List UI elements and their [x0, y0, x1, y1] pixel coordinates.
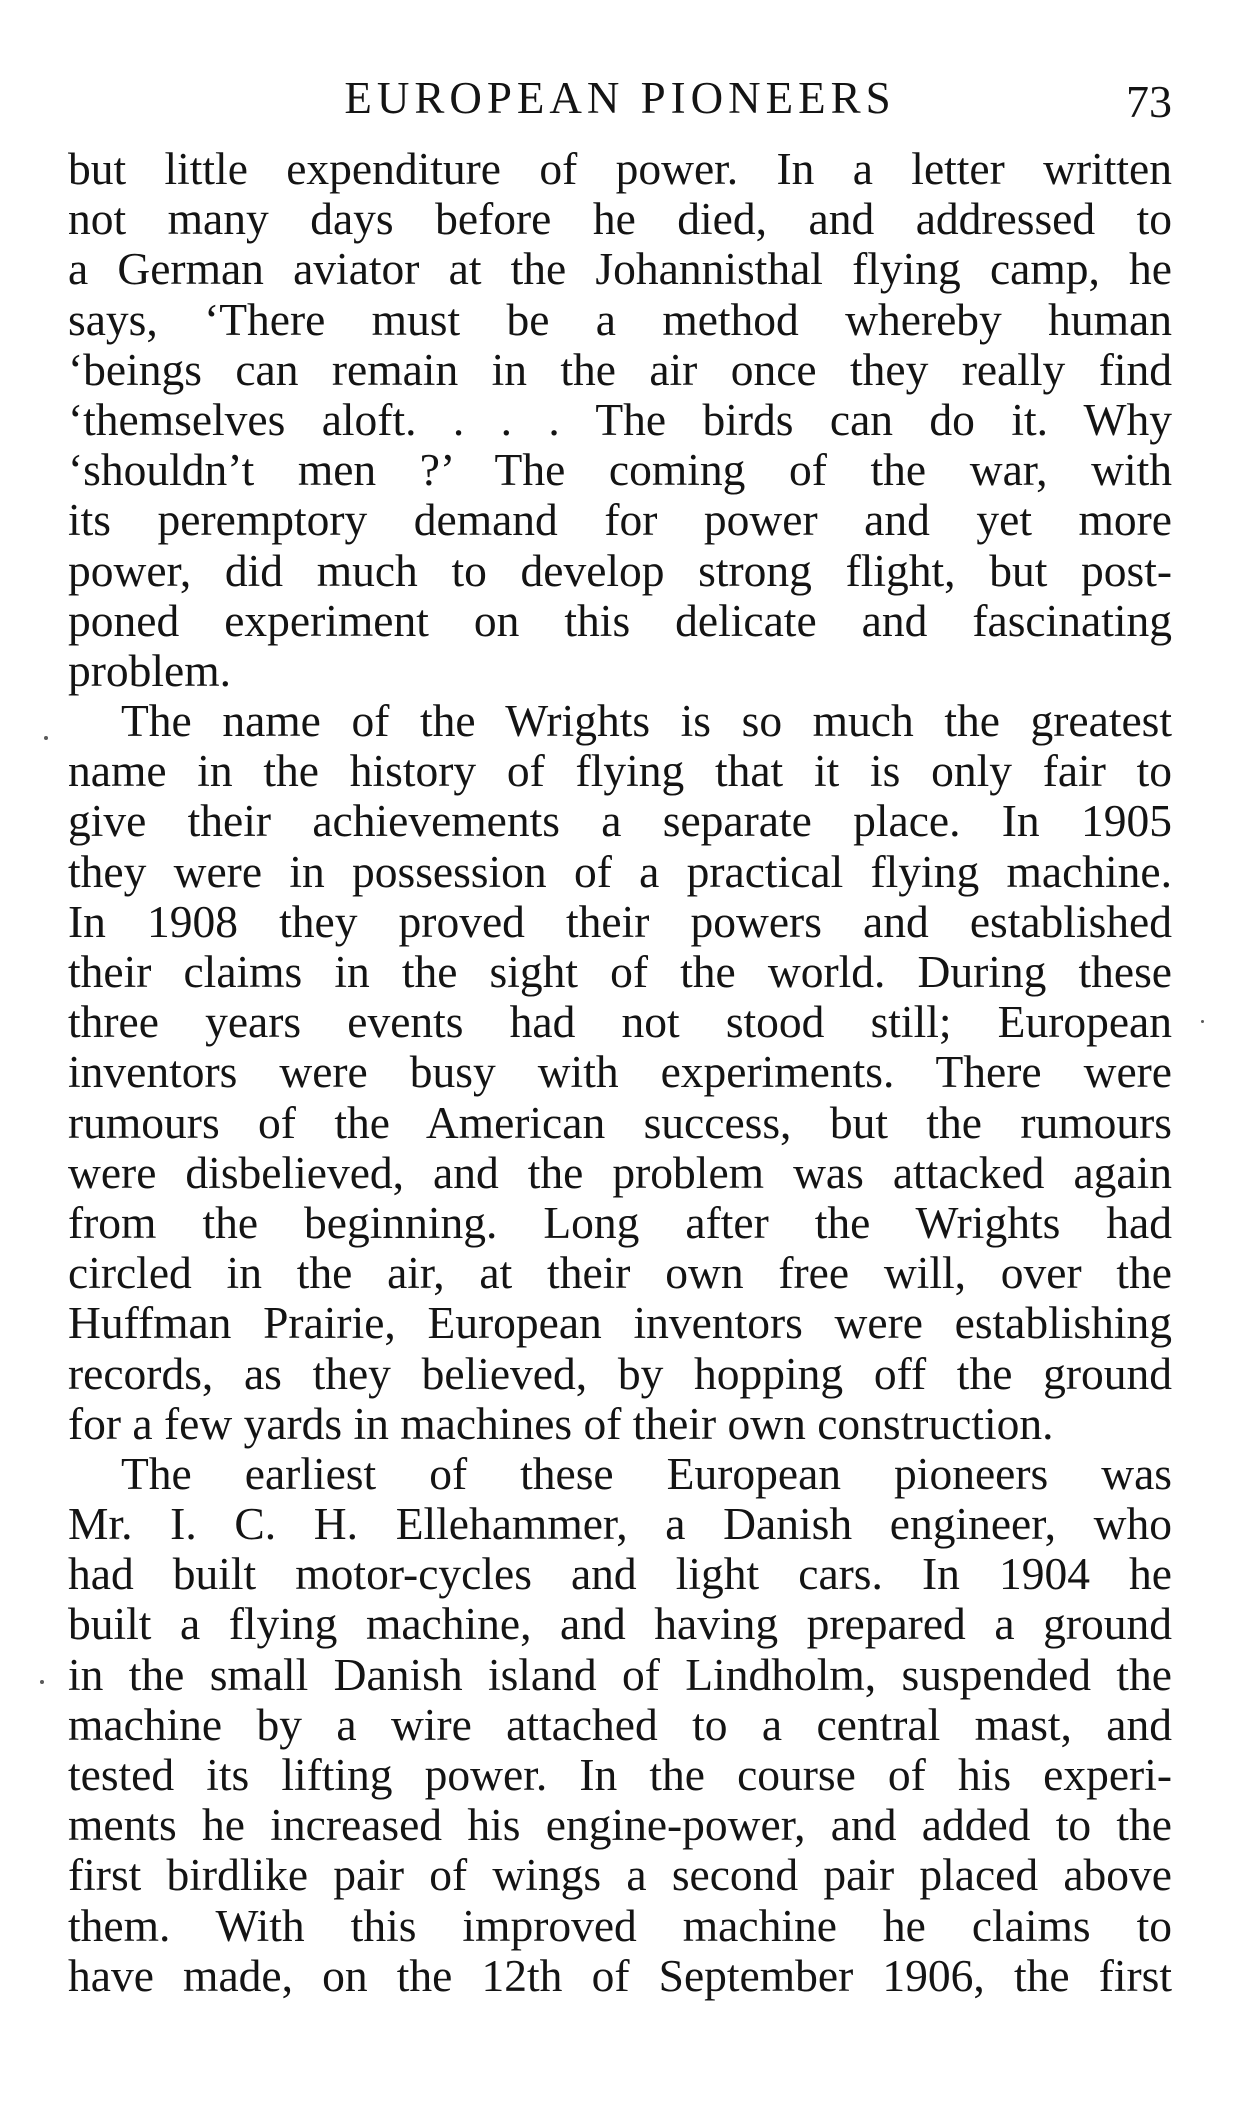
paper-speck — [44, 736, 48, 740]
text-line: power, did much to develop strong flight, but post- — [68, 544, 1172, 596]
text-line: says, ‘There must be a method whereby human — [68, 293, 1172, 345]
text-line: not many days before he died, and addressed to — [68, 193, 1172, 245]
text-line: their claims in the sight of the world. During these — [68, 946, 1172, 997]
text-line: its peremptory demand for power and yet more — [68, 494, 1172, 546]
text-line: from the beginning. Long after the Wrights had — [68, 1196, 1172, 1248]
text-line: In 1908 they proved their powers and established — [68, 895, 1172, 947]
text-line: built a flying machine, and having prepared a ground — [68, 1598, 1172, 1650]
paragraph-start-line: The earliest of these European pioneers was — [121, 1447, 1172, 1499]
text-line: Mr. I. C. H. Ellehammer, a Danish engineer, who — [68, 1498, 1172, 1550]
text-line: circled in the air, at their own free will, over the — [68, 1247, 1172, 1299]
text-line: ‘beings can remain in the air once they really find — [68, 343, 1172, 395]
paper-speck — [1201, 1020, 1204, 1023]
text-line: were disbelieved, and the problem was attacked again — [68, 1146, 1172, 1198]
text-line: rumours of the American success, but the rumours — [68, 1096, 1172, 1148]
text-line: had built motor-cycles and light cars. In 1904 he — [68, 1548, 1172, 1600]
text-line: first birdlike pair of wings a second pair placed above — [68, 1849, 1172, 1901]
text-line: ‘themselves aloft. . . . The birds can do it. Why — [68, 393, 1172, 445]
text-line: ments he increased his engine-power, and added to the — [68, 1799, 1172, 1851]
text-line: but little expenditure of power. In a letter written — [68, 143, 1172, 194]
paragraph-start-line: The name of the Wrights is so much the greatest — [121, 695, 1172, 747]
text-line: tested its lifting power. In the course of his experi- — [68, 1749, 1172, 1800]
text-line: ‘shouldn’t men ?’ The coming of the war, with — [68, 444, 1172, 496]
text-line: Huffman Prairie, European inventors were establishing — [68, 1297, 1172, 1349]
text-line: inventors were busy with experiments. There were — [68, 1046, 1172, 1098]
text-line: a German aviator at the Johannisthal flying camp, he — [68, 243, 1172, 295]
page-number: 73 — [1126, 76, 1172, 127]
body-text — [68, 144, 1172, 2001]
text-line: in the small Danish island of Lindholm, suspended the — [68, 1648, 1172, 1700]
paper-speck — [40, 1680, 44, 1684]
text-line: three years events had not stood still; European — [68, 996, 1172, 1048]
running-title: EUROPEAN PIONEERS — [344, 73, 896, 123]
text-line: name in the history of flying that it is only fair to — [68, 745, 1172, 797]
paragraph-end-line: problem. — [68, 644, 232, 696]
paragraph-end-line: for a few yards in machines of their own construction. — [68, 1397, 1054, 1449]
text-line: poned experiment on this delicate and fascinating — [68, 594, 1172, 646]
text-line: they were in possession of a practical flying machine. — [68, 845, 1172, 897]
text-line: them. With this improved machine he claims to — [68, 1899, 1172, 1951]
text-line: records, as they believed, by hopping off the ground — [68, 1347, 1172, 1399]
running-head — [68, 66, 1172, 130]
text-line: machine by a wire attached to a central mast, and — [68, 1698, 1172, 1750]
text-line: give their achievements a separate place. In 1905 — [68, 795, 1172, 847]
text-line: have made, on the 12th of September 1906, the first — [68, 1949, 1172, 2001]
